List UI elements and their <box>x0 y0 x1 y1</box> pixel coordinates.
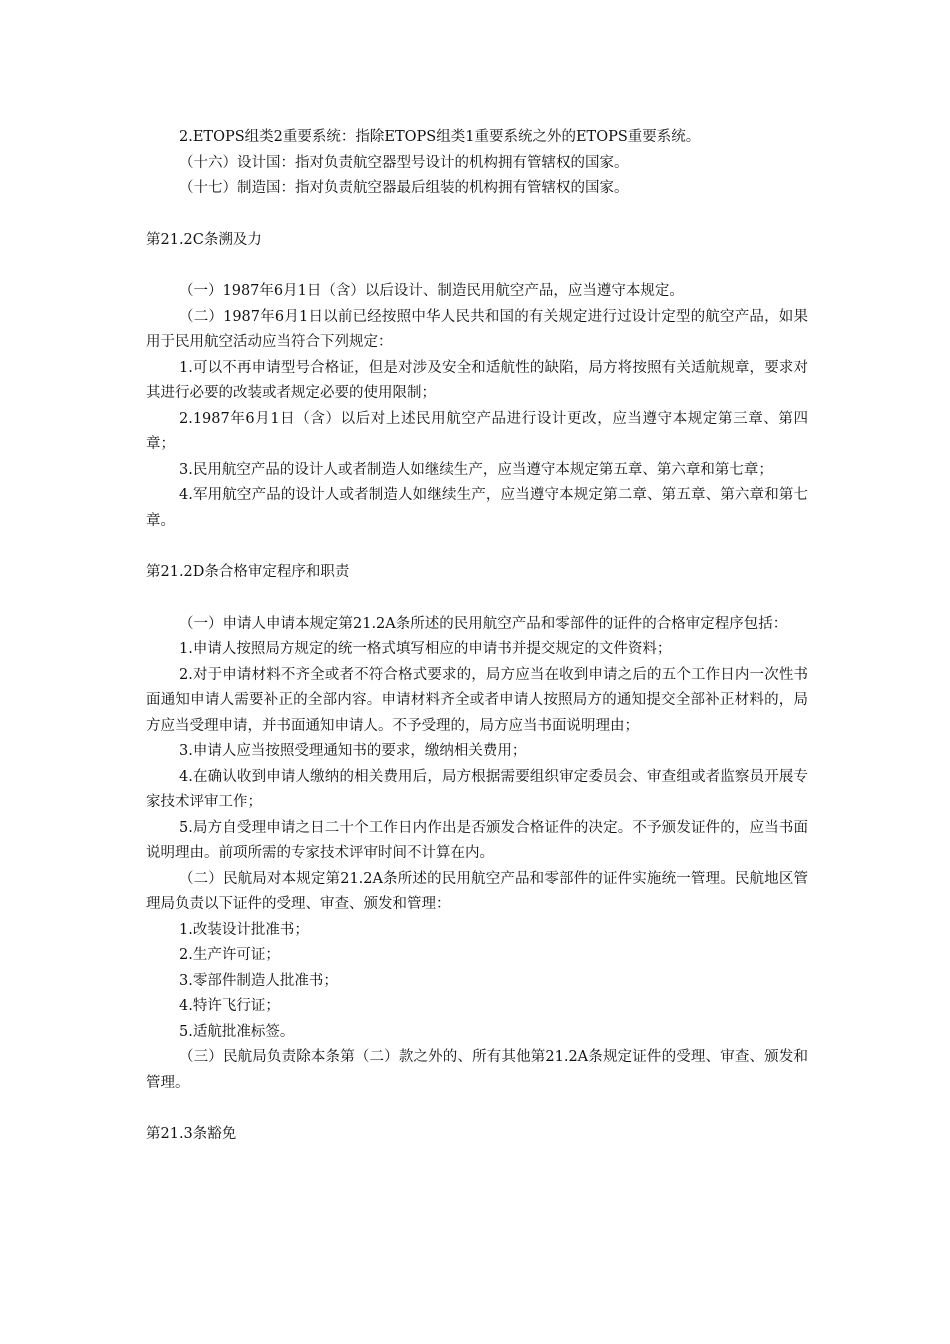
paragraph-21-2c-2-3: 3.民用航空产品的设计人或者制造人如继续生产，应当遵守本规定第五章、第六章和第七章； <box>179 461 773 478</box>
paragraph-21-2d-1: （一）申请人申请本规定第21.2A条所述的民用航空产品和零部件的证件的合格审定程序包括： <box>179 615 788 632</box>
paragraph-21-2c-2-2: 2.1987年6月1日（含）以后对上述民用航空产品进行设计更改，应当遵守本规定第三章、第四章； <box>146 410 808 452</box>
section-heading-21-2d: 第21.2D条合格审定程序和职责 <box>146 564 350 580</box>
section-heading-21-3: 第21.3条豁免 <box>146 1126 237 1142</box>
paragraph-21-2d-1-5: 5.局方自受理申请之日二十个工作日内作出是否颁发合格证件的决定。不予颁发证件的，应当书面说明理由。前项所需的专家技术评审时间不计算在内。 <box>146 819 808 861</box>
document-body <box>146 125 808 1174</box>
paragraph-21-2d-1-4: 4.在确认收到申请人缴纳的相关费用后，局方根据需要组织审定委员会、审查组或者监察员开展专家技术评审工作； <box>146 768 808 810</box>
paragraph-21-2d-2-2: 2.生产许可证； <box>179 947 280 963</box>
paragraph-21-2d-3: （三）民航局负责除本条第（二）款之外的、所有其他第21.2A条规定证件的受理、审查、颁发和管理。 <box>146 1049 808 1091</box>
paragraph-21-2c-1: （一）1987年6月1日（含）以后设计、制造民用航空产品，应当遵守本规定。 <box>179 283 684 299</box>
paragraph-21-2d-2-1: 1.改装设计批准书； <box>179 921 309 938</box>
paragraph-21-2d-2: （二）民航局对本规定第21.2A条所述的民用航空产品和零部件的证件实施统一管理。民航地区管理局负责以下证件的受理、审查、颁发和管理： <box>146 870 808 912</box>
paragraph-21-2d-2-4: 4.特许飞行证； <box>179 998 280 1014</box>
paragraph-21-2d-1-2: 2.对于申请材料不齐全或者不符合格式要求的，局方应当在收到申请之后的五个工作日内一次性书面通知申请人需要补正的全部内容。申请材料齐全或者申请人按照局方的通知提交全部补正材料的，局方应当受理申请，并书面通知申请人。不予受理的，局方应当书面说明理由； <box>146 666 808 734</box>
paragraph-21-2c-2-1: 1.可以不再申请型号合格证，但是对涉及安全和适航性的缺陷，局方将按照有关适航规章，要求对其进行必要的改装或者规定必要的使用限制； <box>146 359 808 401</box>
paragraph-21-2c-2-4: 4.军用航空产品的设计人或者制造人如继续生产，应当遵守本规定第二章、第五章、第六章和第七章。 <box>146 487 808 529</box>
paragraph-design-state: （十六）设计国：指对负责航空器型号设计的机构拥有管辖权的国家。 <box>179 154 629 171</box>
section-heading-21-2c: 第21.2C条溯及力 <box>146 231 262 248</box>
paragraph-21-2d-2-3: 3.零部件制造人批准书； <box>179 972 338 989</box>
paragraph-21-2d-1-3: 3.申请人应当按照受理通知书的要求，缴纳相关费用； <box>179 743 527 759</box>
paragraph-etops-group2: 2.ETOPS组类2重要系统：指除ETOPS组类1重要系统之外的ETOPS重要系统。 <box>179 129 701 145</box>
paragraph-21-2c-2: （二）1987年6月1日以前已经按照中华人民共和国的有关规定进行过设计定型的航空产品，如果用于民用航空活动应当符合下列规定： <box>146 308 808 350</box>
paragraph-manufacture-state: （十七）制造国：指对负责航空器最后组装的机构拥有管辖权的国家。 <box>179 180 629 196</box>
paragraph-21-2d-2-5: 5.适航批准标签。 <box>179 1023 295 1040</box>
paragraph-21-2d-1-1: 1.申请人按照局方规定的统一格式填写相应的申请书并提交规定的文件资料； <box>179 641 672 657</box>
